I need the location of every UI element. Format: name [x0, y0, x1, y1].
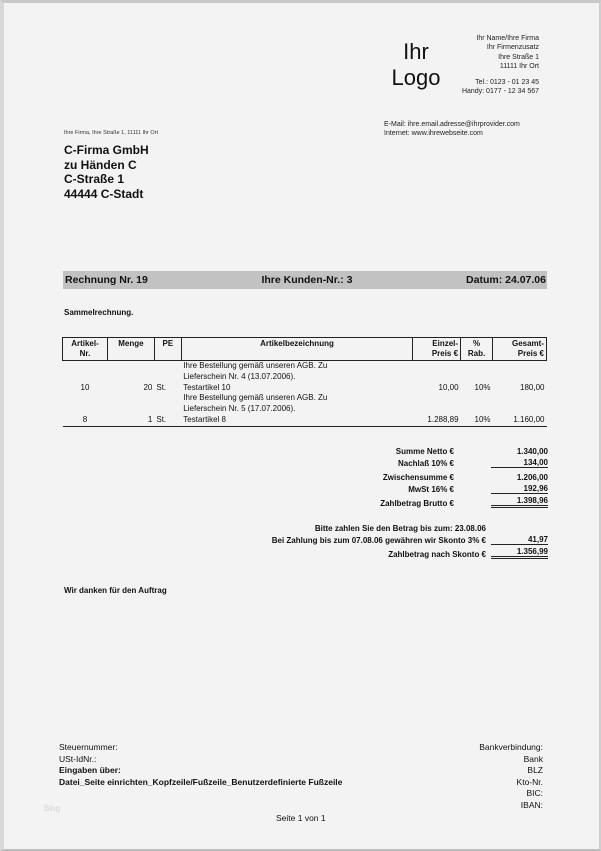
discount-value: 134,00 — [491, 458, 548, 468]
invoice-date: Datum: 24.07.06 — [466, 274, 546, 286]
subtotal-value: 1.206,00 — [516, 473, 548, 482]
table-header-row — [63, 338, 547, 361]
invoice-subtitle: Sammelrechnung. — [64, 308, 134, 317]
order-note: Ihre Bestellung gemäß unseren AGB. Zu — [183, 393, 328, 403]
recipient-company: C-Firma GmbH — [64, 143, 149, 157]
account-number: Kto-Nr. — [516, 776, 543, 787]
table-row-note — [63, 372, 547, 383]
col-header-discount: % Rab. — [461, 338, 493, 361]
page-number: Seite 1 von 1 — [276, 813, 326, 823]
vat-id: USt-IdNr.: — [59, 753, 97, 764]
total-row-gross — [334, 494, 548, 508]
thanks-text: Wir danken für den Auftrag — [64, 586, 167, 595]
recipient-attention: zu Händen C — [64, 157, 137, 172]
table-row-note — [63, 361, 547, 372]
iban: IBAN: — [520, 799, 543, 810]
description: Testartikel 10 — [183, 382, 231, 392]
bank-code: BLZ — [527, 765, 543, 775]
totals-block — [334, 444, 548, 508]
invoice-number: Rechnung Nr. 19 — [65, 274, 148, 286]
quantity: 20 — [143, 382, 153, 392]
col-header-article-no: Artikel- Nr. — [63, 338, 108, 361]
vat-label: MwSt 16% € — [408, 485, 454, 494]
skonto-value: 41,97 — [491, 535, 548, 545]
quantity: 1 — [107, 415, 154, 426]
vat-value: 192,96 — [491, 484, 548, 494]
unit: St. — [154, 415, 181, 426]
bank-heading: Bankverbindung: — [479, 742, 543, 752]
total-row-vat — [334, 482, 548, 494]
unit-price: 10,00 — [438, 382, 459, 392]
table-row-note — [63, 404, 547, 415]
tax-number: Steuernummer: — [59, 742, 118, 752]
bank-name: Bank — [523, 753, 543, 764]
col-header-quantity: Menge — [107, 338, 154, 361]
sender-name: Ihr Name/Ihre Firma — [476, 35, 539, 42]
gross-label: Zahlbetrag Brutto € — [380, 499, 454, 508]
col-header-unit: PE — [154, 338, 181, 361]
customer-number: Ihre Kunden-Nr.: 3 — [261, 274, 353, 286]
return-address: Ihre Firma, Ihre Straße 1, 11111 Ihr Ort — [64, 130, 159, 136]
gross-value: 1.398,96 — [491, 496, 548, 508]
total-row-net — [334, 444, 548, 456]
delivery-note: Lieferschein Nr. 5 (17.07.2006). — [183, 404, 296, 414]
col-header-total-price: Gesamt- Preis € — [493, 338, 547, 361]
article-no: 10 — [80, 382, 90, 392]
watermark: Blog — [44, 804, 61, 813]
logo-placeholder — [385, 39, 447, 91]
sender-addition: Ihr Firmenzusatz — [486, 44, 539, 52]
total-row-discount — [334, 456, 548, 468]
footer-left — [59, 742, 342, 788]
logo-line-1: Ihr — [403, 39, 429, 64]
logo-line-2: Logo — [391, 65, 441, 90]
input-path: Datei_Seite einrichten_Kopfzeile/Fußzeile_Benutzerdefinierte Fußzeile — [59, 776, 343, 787]
net-label: Summe Netto € — [395, 447, 454, 456]
total-price: 180,00 — [520, 382, 545, 392]
delivery-note: Lieferschein Nr. 4 (13.07.2006). — [183, 371, 296, 381]
recipient-city: 44444 C-Stadt — [64, 186, 144, 201]
payment-terms — [184, 521, 548, 559]
sender-mobile: Handy: 0177 - 12 34 567 — [461, 88, 539, 96]
table-row — [63, 383, 547, 394]
sender-block — [462, 34, 539, 97]
discount: 10% — [474, 382, 491, 392]
net-value: 1.340,00 — [516, 447, 548, 456]
after-skonto-value: 1.356,99 — [491, 547, 548, 559]
article-no: 8 — [63, 415, 108, 426]
unit-price: 1.288,89 — [413, 415, 461, 426]
due-date-text: Bitte zahlen Sie den Betrag bis zum: 23.08.06 — [314, 524, 486, 533]
after-skonto-label: Zahlbetrag nach Skonto € — [388, 550, 486, 559]
subtotal-label: Zwischensumme € — [382, 473, 454, 482]
unit: St. — [156, 382, 167, 392]
sender-street: Ihre Straße 1 — [498, 53, 539, 61]
col-header-unit-price: Einzel- Preis € — [413, 338, 461, 361]
discount: 10% — [461, 415, 493, 426]
items-table — [62, 337, 547, 427]
sender-city: 11111 Ihr Ort — [499, 62, 539, 70]
input-hint: Eingaben über: — [59, 765, 121, 775]
col-header-description: Artikelbezeichnung — [181, 338, 412, 361]
due-date-row — [184, 521, 548, 533]
order-note: Ihre Bestellung gemäß unseren AGB. Zu — [183, 361, 328, 370]
sender-phone: Tel.: 0123 - 01 23 45 — [475, 79, 539, 87]
total-price: 1.160,00 — [493, 415, 547, 426]
invoice-header-bar — [63, 271, 547, 289]
table-row-note — [63, 393, 547, 404]
sender-email: E-Mail: ihre.email.adresse@ihrprovider.com — [384, 121, 520, 128]
contact-block — [384, 120, 520, 139]
recipient-address — [64, 143, 149, 201]
footer-bank — [479, 742, 543, 811]
total-row-subtotal — [334, 468, 548, 482]
after-skonto-row — [184, 545, 548, 559]
sender-website: Internet: www.ihrewebseite.com — [384, 130, 483, 138]
table-row — [63, 415, 547, 426]
recipient-street: C-Straße 1 — [64, 172, 125, 186]
skonto-label: Bei Zahlung bis zum 07.08.06 gewähren wir Skonto 3% € — [271, 536, 486, 545]
bic: BIC: — [526, 788, 543, 798]
description: Testartikel 8 — [181, 415, 412, 426]
discount-label: Nachlaß 10% € — [397, 459, 454, 468]
skonto-row — [184, 533, 548, 545]
